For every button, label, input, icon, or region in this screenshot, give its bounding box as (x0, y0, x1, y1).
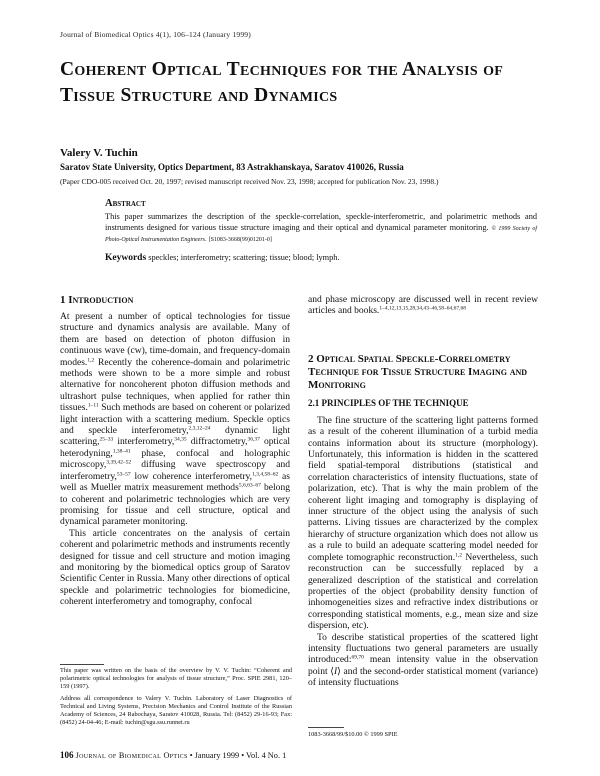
footnote-source: This paper was written on the basis of the overview by V. V. Tuchin: “Coherent and polarimetric optical technologies for analysis of tissue structure,” Proc. SPIE 2981, 120–159 (1997). (60, 667, 292, 690)
keywords-text: speckles; interferometry; scattering; tissue; blood; lymph. (148, 253, 340, 262)
abstract-body: This paper summarizes the description of the speckle-correlation, speckle-interferometric, and polarimetric methods and instruments designed for various tissue structure imaging and their optical and dynamical parameter monitoring. (105, 212, 537, 232)
intro-paragraph-2: This article concentrates on the analysis of certain coherent and polarimetric methods and instruments recently designed for tissue and cell structure and motion imaging and monitoring by the biomedical optics group of Saratov Scientific Center in Russia. Many other directions of optical speckle and polarimetric technologies for biomedicine, coherent interferometry and tomography, confocal (60, 527, 290, 608)
author: Valery V. Tuchin (60, 147, 138, 159)
abstract-text (105, 212, 537, 246)
right-column (308, 294, 538, 689)
keywords (105, 253, 340, 263)
abstract-code: [S1083-3668(99)01201-0] (208, 237, 272, 244)
received-dates: (Paper CDO-005 received Oct. 20, 1997; revised manuscript received Nov. 23, 1998; accepted for publication Nov. 23, 1998.) (60, 177, 439, 186)
section-2-heading: 2 Optical Spatial Speckle-Correlometry Technique for Tissue Structure Imaging and Monitoring (308, 352, 528, 391)
isbn-line: 1083-3668/99/$10.00 © 1999 SPIE (308, 731, 398, 738)
footer-journal: Journal of Biomedical Optics (75, 751, 188, 760)
section-1-heading: 1 Introduction (60, 294, 134, 306)
left-column (60, 294, 290, 608)
abstract-copyright: © 1999 Society of Photo-Optical Instrumentation Engineers. (105, 225, 537, 244)
section-2-1-heading: 2.1 PRINCIPLES OF THE TECHNIQUE (308, 397, 469, 408)
sec2-paragraph-2: To describe statistical properties of the scattered light intensity fluctuations two general parameters are usually introduced:$^{69,70}$ mean intensity value in the observation point ⟨I⟩ and the second-order statistical moment (variance) of intensity fluctuations (308, 631, 538, 689)
paper-title: Coherent Optical Techniques for the Analysis of Tissue Structure and Dynamics (60, 59, 504, 106)
abstract-heading: Abstract (105, 198, 146, 209)
affiliation: Saratov State University, Optics Department, 83 Astrakhanskaya, Saratov 410026, Russia (60, 162, 404, 172)
sec2-paragraph-1: The fine structure of the scattering light patterns formed as a result of the coherent illumination of a turbid media contains information about its structure (morphology). Unfortunately, this information is hidden in the scattered field spatial-temporal distributions (statistical and correlation characteristics of intensity fluctuations, state of polarization, etc). That is why the main problem of the coherent light imaging and tomography is displaying of inner structure of the object using the analysis of such patterns. Living tissues are characterized by the complex hierarchy of structure organization which does not allow us as a rule to build an adequate scattering model needed for complete tomographic reconstruction.$^{1,2}$ Nevertheless, such reconstruction can be successfully replaced by a generalized description of the statistical and correlation properties of the object (probability density function of inhomogeneities sizes and refractive index distributions or corresponding statistical moments, e.g., mean size and size dispersion, etc). (308, 414, 539, 632)
footnote-address: Address all correspondence to Valery V. Tuchin. Laboratory of Laser Diagnostics of Technical and Living Systems, Precision Mechanics and Control Institute of the Russian Academy of Sciences, 24 Rabochaya, Saratov 410028, Russia. Tel: (8452) 29-16-93; Fax: (8452) 24-04-46; E-mail: tuchin@sgu.ssu.runnet.ru (60, 695, 292, 726)
keywords-label: Keywords (105, 253, 147, 263)
isbn-rule (308, 727, 344, 728)
footer-issue: • January 1999 • Vol. 4 No. 1 (189, 751, 287, 760)
intro-paragraph-3: and phase microscopy are discussed well in recent review articles and books.$^{1-4,12,13,15,28,34,43-46,58-64,67,68}$ (308, 294, 538, 317)
running-head: Journal of Biomedical Optics 4(1), 106–124 (January 1999) (60, 30, 251, 39)
intro-paragraph-1: At present a number of optical technologies for tissue structure and dynamics analysis are available. Many of them are based on detection of photon diffusion in continuous wave (cw), time-domain, and frequency-domain modes.$^{1,2}$ Recently the coherence-domain and polarimetric methods were shown to be a more simple and robust alternative for noncoherent photon diffusion methods and ultrashort pulse techniques, when applied for rather thin tissues.$^{1-11}$ Such methods are based on coherent or polarized light interaction with a scattering medium. Speckle optics and speckle interferometry,$^{2,3,12-24}$ dynamic light scattering,$^{25-33}$ interferometry,$^{34,35}$ diffractometry,$^{36,37}$ optical heterodyning,$^{1,38-41}$ phase, confocal and holographic microscopy,$^{3,39,42-52}$ diffusing wave spectroscopy and interferometry,$^{53-57}$ low coherence interferometry,$^{1,3,4,58-62}$ as well as Mueller matrix measurement methods$^{5,6,63-67}$ belong to coherent and polarimetric technologies which are very promising for tissue and cell structure, optical and dynamical parameter monitoring. (60, 311, 291, 528)
footnote-rule (60, 664, 104, 665)
page-footer (60, 750, 286, 760)
page-number: 106 (60, 750, 74, 760)
